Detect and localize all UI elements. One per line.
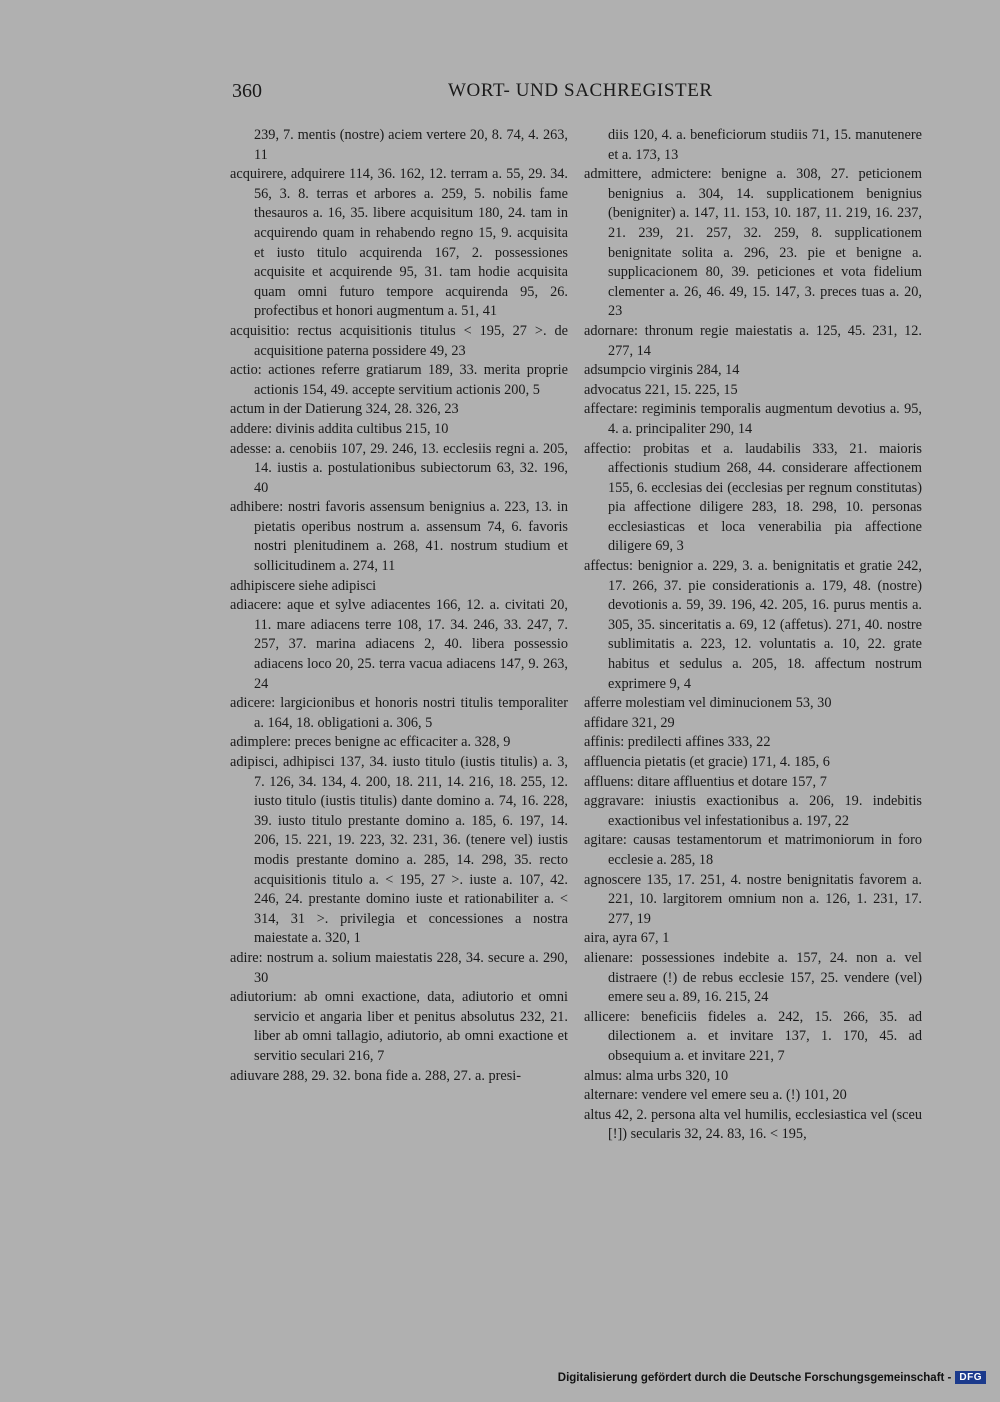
page-number: 360 — [232, 80, 262, 102]
index-entry: affectus: benignior a. 229, 3. a. benignitatis et gratie 242, 17. 266, 37. pie considerationis a. 179, 48. (nostre) devotionis a. 59, 39. 196, 42. 205, 16. purus mentis a. 305, 35. sinceritatis a. 69, 12 (affetus). 271, 40. nostre sublimitatis a. 223, 12. voluntatis a. 10, 22. grate habitus et sedulus a. 205, 18. affectum nostrum exprimere 9, 4 — [584, 558, 922, 692]
index-entry: addere: divinis addita cultibus 215, 10 — [230, 420, 449, 437]
index-entry: affectare: regiminis temporalis augmentum devotius a. 95, 4. a. principaliter 290, 14 — [584, 401, 922, 437]
dfg-logo: DFG — [955, 1371, 986, 1384]
index-entry: aggravare: iniustis exactionibus a. 206, 19. indebitis exactionibus vel infestationibus a. 197, 22 — [584, 793, 922, 829]
index-entry: affidare 321, 29 — [584, 714, 675, 731]
index-entry: actio: actiones referre gratiarum 189, 33. merita proprie actionis 154, 49. accepte servitium actionis 200, 5 — [230, 362, 568, 398]
index-entry: adsumpcio virginis 284, 14 — [584, 362, 740, 379]
index-entry: acquisitio: rectus acquisitionis titulus < 195, 27 >. de acquisitione paterna possidere 49, 23 — [230, 322, 568, 359]
index-entry: adire: nostrum a. solium maiestatis 228, 34. secure a. 290, 30 — [230, 949, 568, 986]
index-entry: almus: alma urbs 320, 10 — [584, 1067, 729, 1084]
index-entry: aira, ayra 67, 1 — [584, 930, 670, 947]
index-entry: adiutorium: ab omni exactione, data, adiutorio et omni servicio et angaria liber et penitus absolutus 232, 21. liber ab omni tallagio, adiutorio, ab omni exactione et servitio seculari 216, 7 — [230, 989, 568, 1064]
footer-text: Digitalisierung gefördert durch die Deutsche Forschungsgemeinschaft - — [557, 1371, 952, 1384]
index-entry: advocatus 221, 15. 225, 15 — [584, 381, 738, 398]
index-entry: adicere: largicionibus et honoris nostri titulis temporaliter a. 164, 18. obligationi a. 306, 5 — [230, 695, 568, 731]
page-header — [232, 80, 922, 106]
index-entry: affluens: ditare affluentius et dotare 157, 7 — [584, 773, 827, 790]
index-entry: adhibere: nostri favoris assensum benignius a. 223, 13. in pietatis operibus nostrum a. assensum 74, 6. favoris nostri plenitudinem a. 268, 41. nostrum studium et sollicitudinem a. 274, 11 — [230, 499, 568, 575]
index-entry: affinis: predilecti affines 333, 22 — [584, 734, 771, 751]
index-entry: allicere: beneficiis fideles a. 242, 15. 266, 35. ad dilectionem a. et invitare 137, 1. 170, 45. ad obsequium a. et invitare 221, 7 — [584, 1008, 922, 1064]
index-entry: alternare: vendere vel emere seu a. (!) 101, 20 — [584, 1087, 847, 1104]
index-entry: adornare: thronum regie maiestatis a. 125, 45. 231, 12. 277, 14 — [584, 322, 922, 359]
index-entry: adimplere: preces benigne ac efficaciter a. 328, 9 — [230, 734, 511, 751]
left-column — [230, 126, 568, 1086]
index-entry: altus 42, 2. persona alta vel humilis, ecclesiastica vel (sceu [!]) secularis 32, 24. 83, 16. < 195, — [584, 1106, 922, 1143]
index-entry: agitare: causas testamentorum et matrimoniorum in foro ecclesie a. 285, 18 — [584, 832, 922, 868]
index-entry: agnoscere 135, 17. 251, 4. nostre benignitatis favorem a. 221, 10. largitorem omnium non a. 126, 1. 231, 17. 277, 19 — [584, 871, 922, 927]
right-column — [584, 126, 922, 1145]
index-entry: diis 120, 4. a. beneficiorum studiis 71, 15. manutenere et a. 173, 13 — [608, 127, 922, 163]
index-entry: afferre molestiam vel diminucionem 53, 30 — [584, 695, 832, 712]
running-title: WORT- UND SACHREGISTER — [448, 80, 713, 101]
index-entry: affectio: probitas et a. laudabilis 333, 21. maioris affectionis studium 268, 44. considerare affectionem 155, 6. ecclesias dei (ecclesias per regnum constitutas) pia affectione diligere 283, 18. 298, 10. personas ecclesiasticas et loca venerabilia pia affectione diligere 69, 3 — [584, 440, 922, 555]
index-entry: adipisci, adhipisci 137, 34. iusto titulo (iustis titulis) a. 3, 7. 126, 34. 134, 4. 200, 18. 211, 14. 216, 18. 255, 12. iusto titulo (iustis titulis) dante domino a. 74, 16. 228, 39. iusto titulo prestante domino a. 185, 6. 197, 14. 206, 15. 221, 19. 223, 32. 231, 36. (tenere vel) iustis modis prestante domino a. 285, 14. 298, 35. recto acquisitionis titulo a. < 195, 27 >. iuste a. 107, 42. 246, 24. prestante domino iuste et rationabiliter a. < 314, 31 >. privilegia et concessiones a nostra maiestate a. 320, 1 — [230, 754, 568, 947]
index-entry: admittere, admictere: benigne a. 308, 27. peticionem benignius a. 304, 14. supplicationem benignius (benigniter) a. 147, 11. 153, 10. 187, 11. 219, 16. 237, 21. 239, 21. 257, 32. 259, 8. supplicationem benignitate solita a. 296, 23. pie et benigne a. supplicacionem 80, 39. peticiones et vota fidelium clementer a. 26, 46. 49, 15. 147, 3. preces tuas a. 20, 23 — [584, 166, 922, 320]
index-entry: affluencia pietatis (et gracie) 171, 4. 185, 6 — [584, 754, 830, 770]
index-entry: adhipiscere siehe adipisci — [230, 577, 377, 594]
index-entry: adiuvare 288, 29. 32. bona fide a. 288, 27. a. presi- — [230, 1067, 522, 1084]
index-entry: 239, 7. mentis (nostre) aciem vertere 20, 8. 74, 4. 263, 11 — [254, 127, 568, 163]
index-entry: adesse: a. cenobiis 107, 29. 246, 13. ecclesiis regni a. 205, 14. iustis a. postulationibus subiectorum 63, 32. 196, 40 — [230, 440, 568, 496]
index-entry: adiacere: aque et sylve adiacentes 166, 12. a. civitati 20, 11. mare adiacens terre 108, 17. 34. 246, 33. 247, 7. 257, 37. marina adiacens 2, 40. libera possessio adiacens loco 20, 25. terra vacua adiacens 147, 9. 263, 24 — [230, 597, 568, 692]
index-entry: alienare: possessiones indebite a. 157, 24. non a. vel distraere (!) de rebus ecclesie 157, 25. vendere (vel) emere seu a. 89, 16. 215, 24 — [584, 949, 922, 1006]
index-entry: actum in der Datierung 324, 28. 326, 23 — [230, 401, 459, 418]
footer-credit — [558, 1371, 986, 1384]
index-entry: acquirere, adquirere 114, 36. 162, 12. terram a. 55, 29. 34. 56, 3. 8. terras et arbores a. 259, 5. nobilis fame thesauros a. 16, 35. libere acquisitum 180, 24. tam in acquirendo quam in rehabendo regno 15, 9. acquisita et iusto titulo acquirenda 167, 2. possessiones acquisite et acquirende 95, 31. tam hodie acquisita quam omni futuro tempore acquirenda 95, 26. profectibus et honori augmentum a. 51, 41 — [230, 166, 568, 320]
